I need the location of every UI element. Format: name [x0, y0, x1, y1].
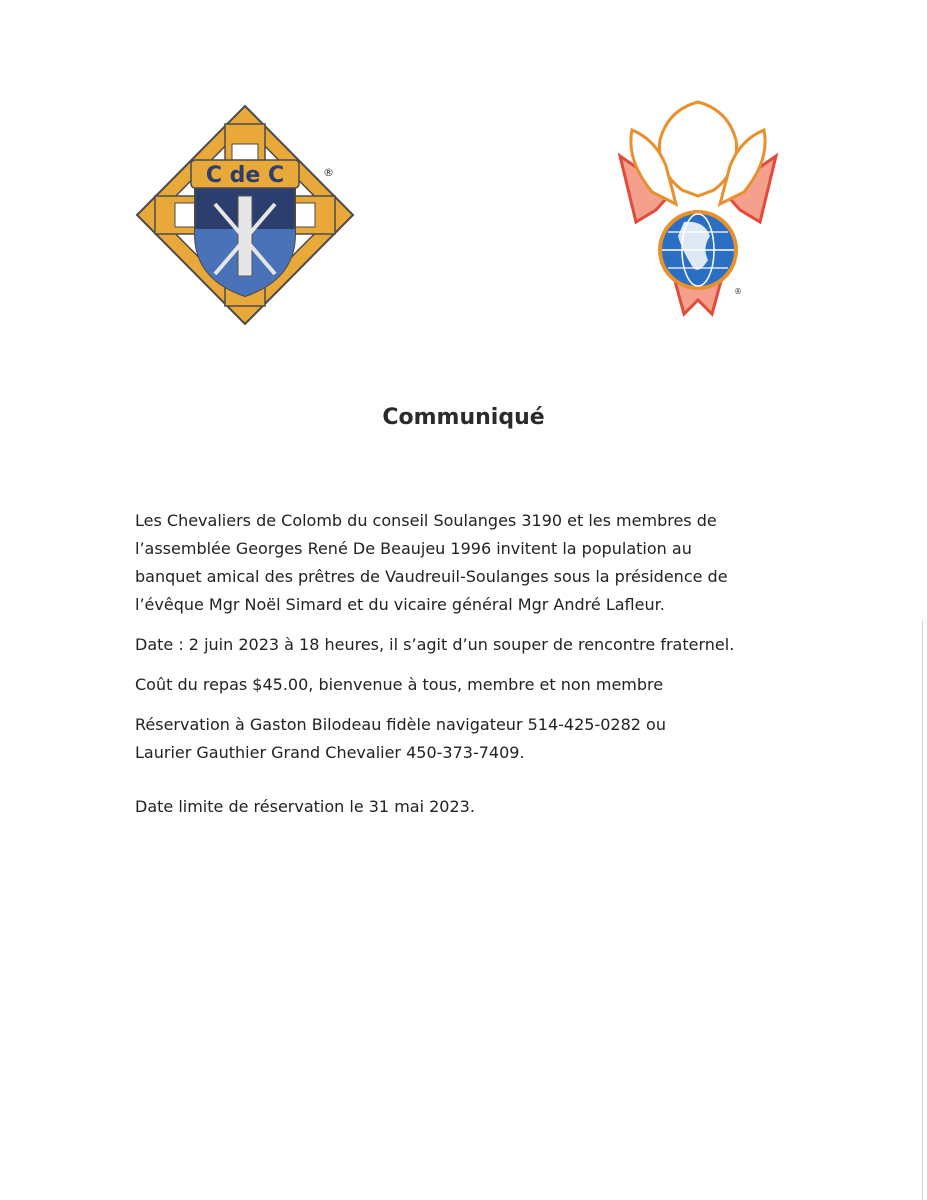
invitation-paragraph	[135, 507, 795, 619]
cost-text: Coût du repas $45.00, bienvenue à tous, membre et non membre	[135, 675, 664, 694]
reservation-block	[135, 711, 795, 767]
date-text: Date : 2 juin 2023 à 18 heures, il s’agit d’un souper de rencontre fraternel.	[135, 635, 735, 654]
cost-line	[135, 671, 795, 699]
paragraph-line: banquet amical des prêtres de Vaudreuil-Soulanges sous la présidence de	[135, 567, 728, 586]
paragraph-line: l’assemblée Georges René De Beaujeu 1996 invitent la population au	[135, 539, 692, 558]
paragraph-line: l’évêque Mgr Noël Simard et du vicaire général Mgr André Lafleur.	[135, 595, 665, 614]
page-title: Communiqué	[382, 405, 545, 430]
reservation-line: Réservation à Gaston Bilodeau fidèle navigateur 514-425-0282 ou	[135, 715, 666, 734]
scan-edge	[922, 620, 923, 1200]
paragraph-line: Les Chevaliers de Colomb du conseil Soulanges 3190 et les membres de	[135, 511, 717, 530]
emblem-text: C de C	[205, 163, 285, 188]
fourth-degree-emblem	[612, 100, 784, 324]
knights-of-columbus-emblem	[135, 104, 355, 326]
deadline-line	[135, 793, 795, 821]
deadline-text: Date limite de réservation le 31 mai 2023.	[135, 797, 475, 816]
event-date-line	[135, 631, 795, 659]
registered-mark: ®	[323, 166, 334, 179]
reservation-line: Laurier Gauthier Grand Chevalier 450-373-7409.	[135, 743, 525, 762]
registered-mark: ®	[734, 287, 742, 296]
